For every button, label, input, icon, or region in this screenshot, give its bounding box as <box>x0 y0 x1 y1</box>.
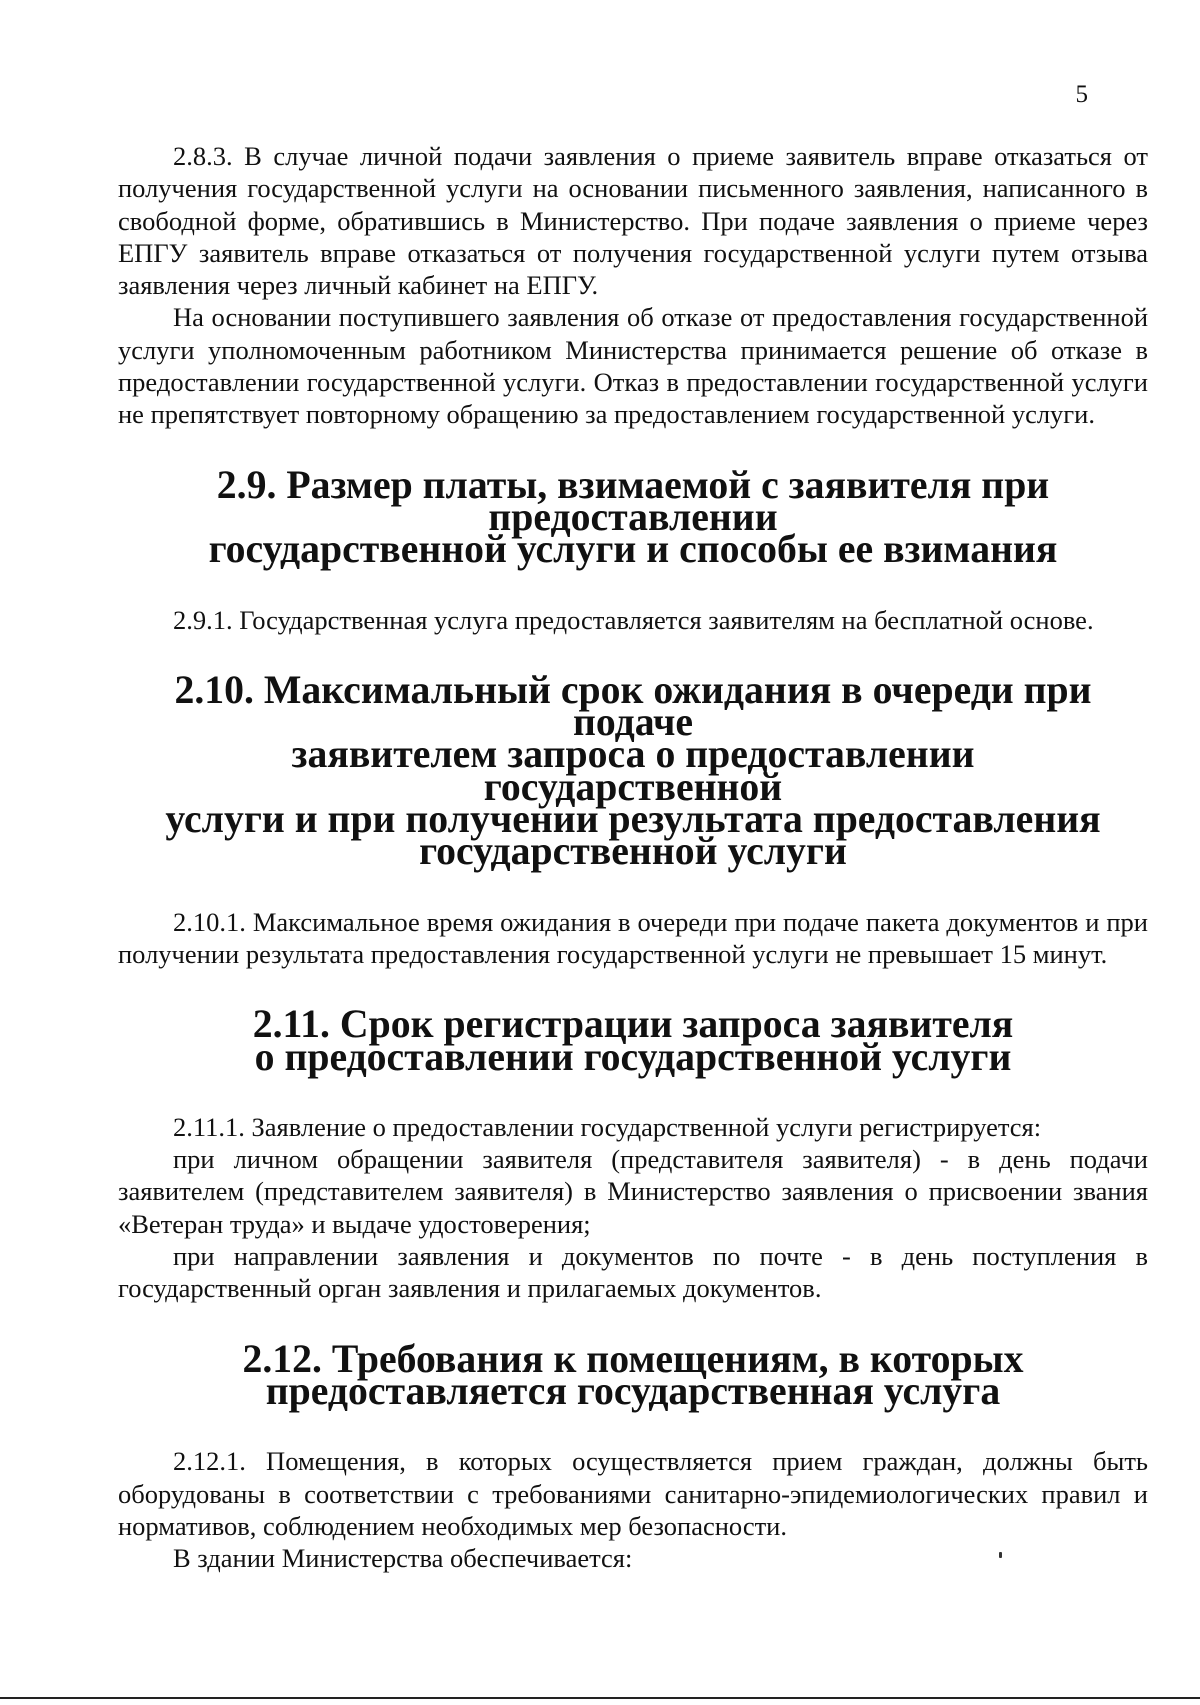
heading-line: заявителем запроса о предоставлении государственной <box>291 732 975 809</box>
paragraph-2-12-1: 2.12.1. Помещения, в которых осуществляется прием граждан, должны быть оборудованы в соответствии с требованиями санитарно-эпидемиологических правил и нормативов, соблюдением необходимых мер безопасности. <box>118 1446 1148 1541</box>
heading-2-11 <box>118 1002 1148 1079</box>
paragraph-2-11-1: 2.11.1. Заявление о предоставлении государственной услуги регистрируется: <box>173 1111 1042 1142</box>
heading-line: государственной услуги <box>419 829 847 874</box>
heading-2-12 <box>118 1336 1148 1413</box>
heading-line: 2.12. Требования к помещениям, в которых <box>242 1336 1024 1381</box>
paragraph-2-10-1: 2.10.1. Максимальное время ожидания в очереди при подаче пакета документов и при получении результата предоставления государственной услуги не превышает 15 минут. <box>118 906 1148 969</box>
heading-line: государственной услуги и способы ее взимания <box>208 527 1058 572</box>
paragraph-2-9-1: 2.9.1. Государственная услуга предоставляется заявителям на бесплатной основе. <box>173 604 1094 635</box>
heading-line: 2.9. Размер платы, взимаемой с заявителя при предоставлении <box>216 462 1050 539</box>
paragraph-2-8-3: 2.8.3. В случае личной подачи заявления о приеме заявитель вправе отказаться от получения государственной услуги на основании письменного заявления, написанного в свободной форме, обратившись в Министерство. При подаче заявления о приеме через ЕПГУ заявитель вправе отказаться от получения государственной услуги путем отзыва заявления через личный кабинет на ЕПГУ. <box>118 141 1148 301</box>
heading-line: услуги и при получении результата предоставления <box>165 797 1101 842</box>
scan-edge-line <box>0 1697 1200 1699</box>
paragraph-postal-submission: при направлении заявления и документов по почте - в день поступления в государственный орган заявления и прилагаемых документов. <box>118 1241 1148 1304</box>
heading-line: о предоставлении государственной услуги <box>254 1034 1012 1079</box>
heading-line: предоставляется государственная услуга <box>265 1368 1001 1413</box>
heading-2-9 <box>118 462 1148 572</box>
paragraph-personal-appeal: при личном обращении заявителя (представителя заявителя) - в день подачи заявителем (представителем заявителя) в Министерство заявления о присвоении звания «Ветеран труда» и выдаче удостоверения; <box>118 1144 1148 1239</box>
heading-line: 2.11. Срок регистрации запроса заявителя <box>252 1002 1014 1047</box>
paragraph-ministry-building: В здании Министерства обеспечивается: <box>173 1543 633 1574</box>
heading-2-10 <box>118 667 1148 874</box>
document-body <box>118 140 1148 1574</box>
page-number: 5 <box>1075 81 1088 108</box>
heading-line: 2.10. Максимальный срок ожидания в очереди при подаче <box>174 667 1092 745</box>
paragraph-refusal-decision: На основании поступившего заявления об отказе от предоставления государственной услуги уполномоченным работником Министерства принимается решение об отказе в предоставлении государственной услуги. Отказ в предоставлении государственной услуги не препятствует повторному обращению за предоставлением государственной услуги. <box>118 302 1148 430</box>
scan-speck <box>999 1552 1002 1558</box>
